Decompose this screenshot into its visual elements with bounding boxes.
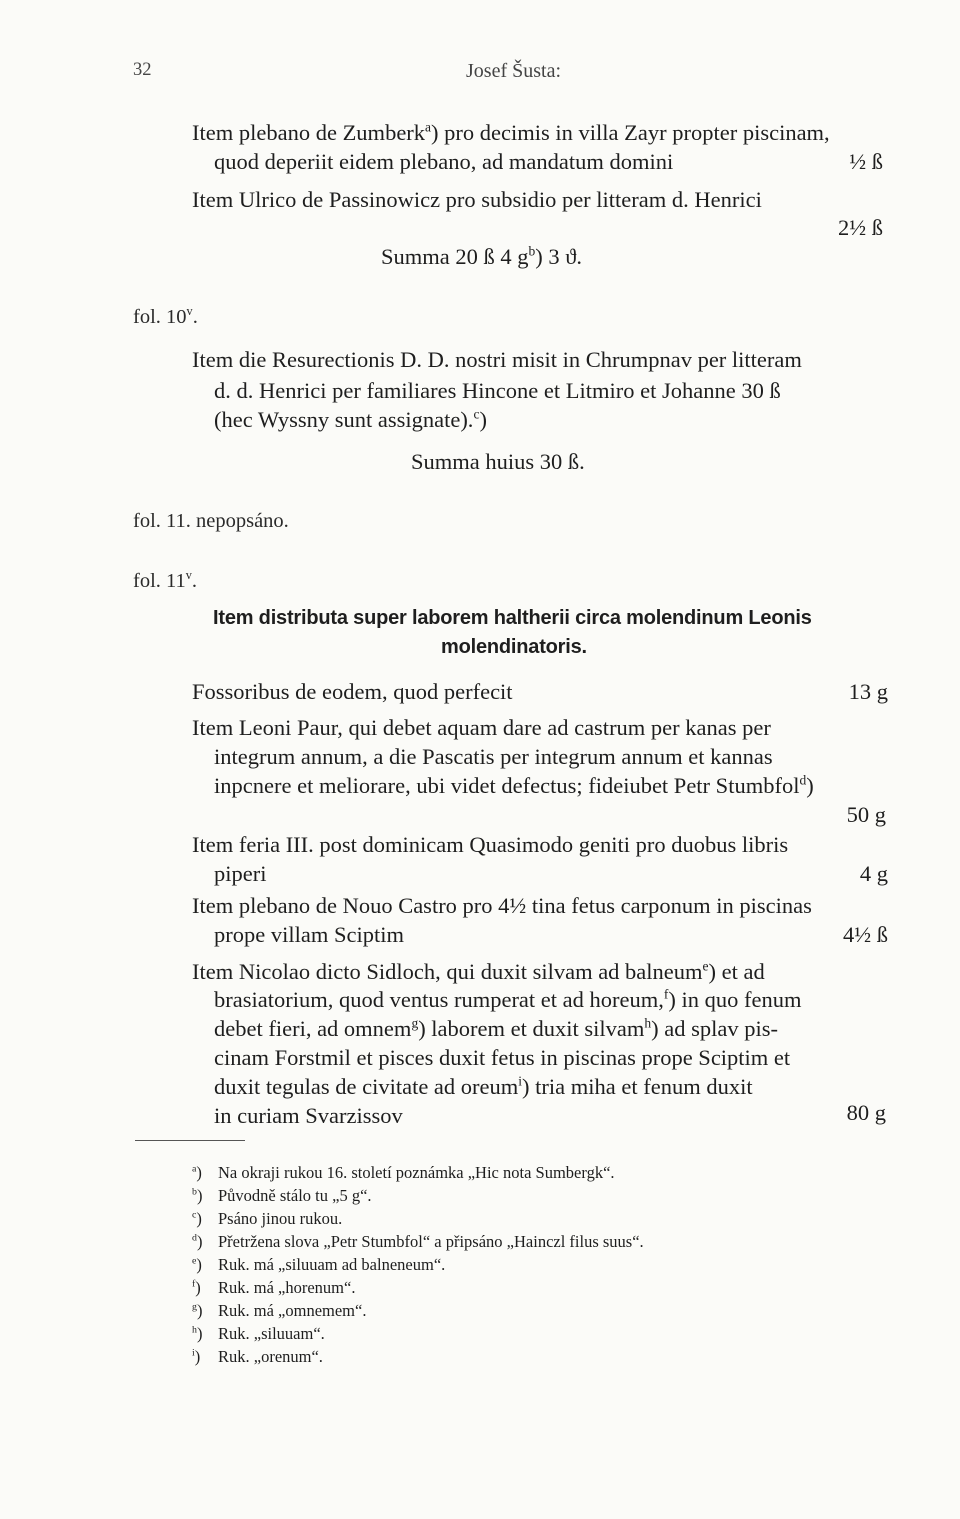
entry-line: inpcnere et meliorare, ubi videt defectus; fideiubet Petr Stumbfol$^d$) xyxy=(214,772,814,798)
entry-line: integrum annum, a die Pascatis per integrum annum et kannas xyxy=(214,744,773,769)
footnote: $^b$) Původně stálo tu „5 g“. xyxy=(192,1186,372,1205)
entry-amount: 80 g xyxy=(846,1100,886,1125)
footnote-rule xyxy=(135,1140,245,1141)
section-heading-cont: molendinatoris. xyxy=(441,636,587,658)
page-number: 32 xyxy=(133,60,152,80)
entry-line: Item Ulrico de Passinowicz pro subsidio per litteram d. Henrici xyxy=(192,187,762,212)
entry-line: brasiatorium, quod ventus rumperat et ad horeum,$^f$) in quo fenum xyxy=(214,986,802,1012)
running-title: Josef Šusta: xyxy=(466,60,561,82)
entry-line: duxit tegulas de civitate ad oreum$^i$) tria miha et fenum duxit xyxy=(214,1073,753,1099)
footnote: $^i$) Ruk. „orenum“. xyxy=(192,1347,323,1366)
folio-label: fol. 10$^v$. xyxy=(133,304,198,328)
footnote-ref: c xyxy=(473,406,480,422)
footnote: $^g$) Ruk. má „omnemem“. xyxy=(192,1301,367,1320)
footnote-ref: e xyxy=(702,958,709,974)
entry-amount: 50 g xyxy=(846,802,886,827)
footnote: $^d$) Přetržena slova „Petr Stumbfol“ a připsáno „Hainczl filus suus“. xyxy=(192,1232,644,1251)
entry-line: Item Leoni Paur, qui debet aquam dare ad castrum per kanas per xyxy=(192,715,771,740)
entry-amount: 4½ ß xyxy=(843,922,888,947)
footnote-ref: b xyxy=(528,243,536,259)
footnote: $^a$) Na okraji rukou 16. století poznámka „Hic nota Sumbergk“. xyxy=(192,1163,615,1182)
entry-line: Item Nicolao dicto Sidloch, qui duxit silvam ad balneum$^e$) et ad xyxy=(192,958,765,984)
entry-line: prope villam Sciptim xyxy=(214,922,404,947)
summa-line: Summa huius 30 ß. xyxy=(411,449,585,474)
footnote: $^h$) Ruk. „siluuam“. xyxy=(192,1324,325,1343)
footnote-ref: d xyxy=(799,772,807,788)
summa-line: Summa 20 ß 4 $g^b$) 3 ϑ. xyxy=(381,243,583,269)
entry-line: piperi xyxy=(214,861,267,886)
entry-amount: 2½ ß xyxy=(838,215,883,240)
entry-line: in curiam Svarzissov xyxy=(214,1103,403,1128)
footnote-ref: g xyxy=(411,1015,419,1031)
entry-amount: 4 g xyxy=(859,861,888,886)
entry-line: Fossoribus de eodem, quod perfecit xyxy=(192,679,513,704)
entry-line: quod deperiit eidem plebano, ad mandatum domini xyxy=(214,149,674,174)
entry-line: (hec Wyssny sunt assignate).$^c$) xyxy=(214,406,487,432)
entry-line: d. d. Henrici per familiares Hincone et Litmiro et Johanne 30 ß xyxy=(214,378,781,403)
entry-amount: ½ ß xyxy=(849,149,883,174)
entry-line: Item die Resurectionis D. D. nostri misit in Chrumpnav per litteram xyxy=(192,347,802,372)
section-heading: Item distributa super laborem haltherii circa molendinum Leonis xyxy=(213,607,812,629)
footnote: $^c$) Psáno jinou rukou. xyxy=(192,1209,343,1228)
entry-line: cinam Forstmil et pisces duxit fetus in piscinas prope Sciptim et xyxy=(214,1045,791,1070)
entry-line: Item feria III. post dominicam Quasimodo geniti pro duobus libris xyxy=(192,832,789,857)
footnote: $^e$) Ruk. má „siluuam ad balneneum“. xyxy=(192,1255,446,1274)
folio-label: fol. 11$^v$. xyxy=(133,568,198,592)
entry-line: Item plebano de Nouo Castro pro 4½ tina fetus carponum in piscinas xyxy=(192,893,812,918)
footnote-ref: a xyxy=(425,119,432,135)
folio-label: fol. 11. nepopsáno. xyxy=(133,510,289,532)
footnote-ref: f xyxy=(663,986,669,1002)
entry-line: debet fieri, ad omnem$^g$) laborem et duxit silvam$^h$) ad splav pis- xyxy=(214,1015,778,1041)
footnote: $^f$) Ruk. má „horenum“. xyxy=(192,1278,356,1297)
footnote-ref: i xyxy=(518,1073,523,1089)
entry-amount: 13 g xyxy=(848,679,888,704)
footnote-ref: h xyxy=(644,1015,652,1031)
entry-line: Item plebano de Zumberk$^a$) pro decimis in villa Zayr propter piscinam, xyxy=(192,119,830,145)
